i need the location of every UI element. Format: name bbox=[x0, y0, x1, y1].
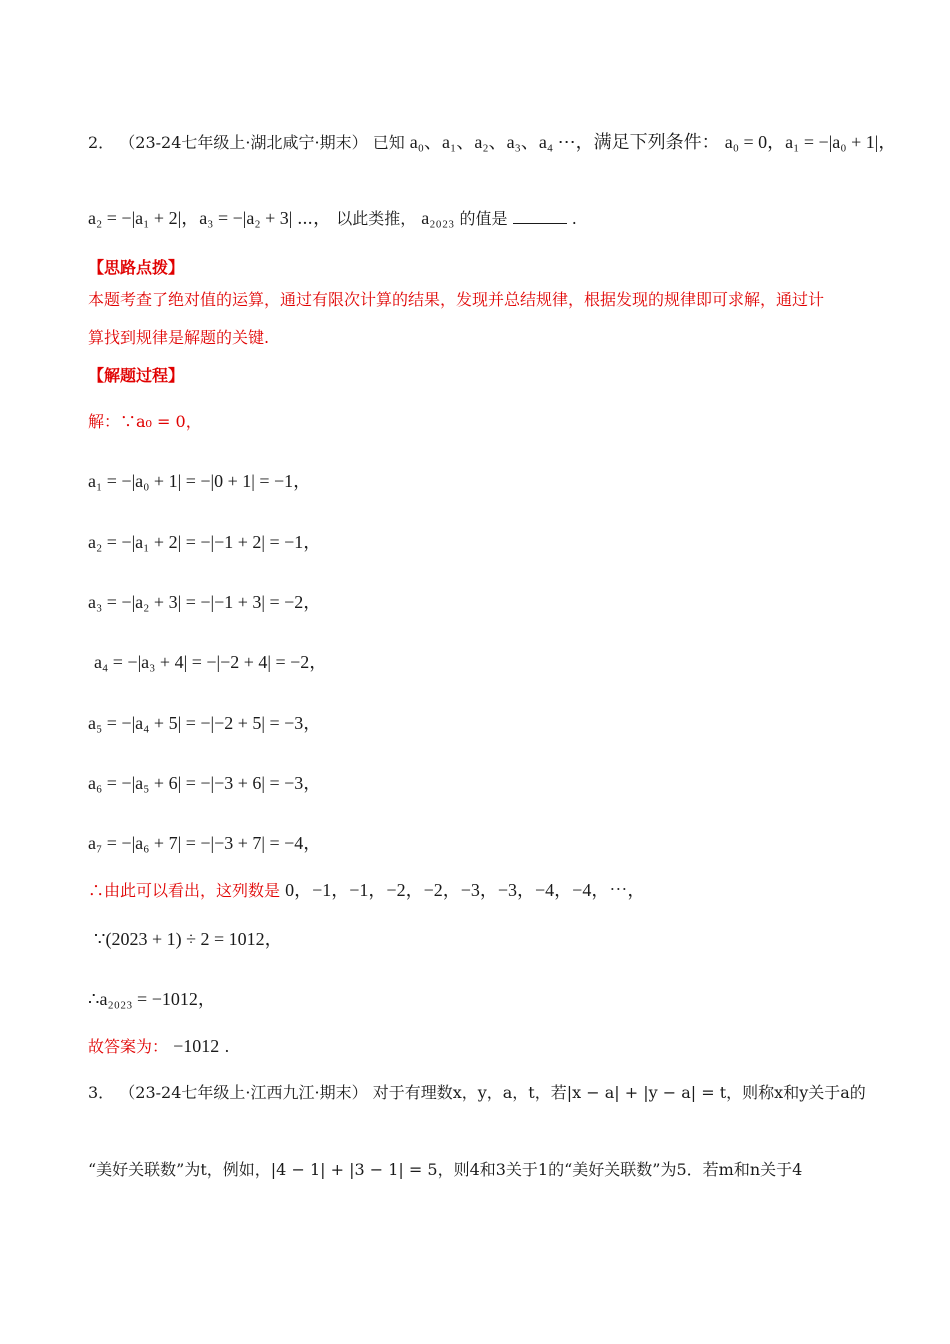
q2-question-tail: 的值是 bbox=[459, 209, 508, 228]
q3-line-1 bbox=[88, 1082, 866, 1104]
q2-sequence: a₀、a₁、a₂、a₃、a₄ ⋯，满足下列条件： bbox=[409, 132, 720, 152]
step-a5: a₅ = −|a₄ + 5| = −|−2 + 5| = −3， bbox=[88, 713, 322, 733]
q3-line-2: “美好关联数”为t，例如，|4 − 1| + |3 − 1| = 5，则4和3关于1的“美好关联数”为5．若m和n关于4 bbox=[88, 1160, 803, 1179]
calc-line: ∵(2023 + 1) ÷ 2 = 1012， bbox=[94, 929, 283, 949]
answer-line bbox=[88, 1035, 229, 1058]
q2-end-mark: . bbox=[571, 209, 577, 228]
pattern-label: ∴由此可以看出，这列数是 bbox=[88, 881, 281, 900]
pattern-sequence: 0，−1，−1，−2，−2，−3，−3，−4，−4，⋯， bbox=[285, 880, 646, 900]
answer-end-mark: . bbox=[224, 1037, 230, 1056]
step-a4: a₄ = −|a₃ + 4| = −|−2 + 4| = −2， bbox=[94, 652, 328, 672]
q3-number: 3． bbox=[88, 1083, 115, 1102]
q2-number: 2． bbox=[88, 133, 115, 152]
step-a2: a₂ = −|a₁ + 2| = −|−1 + 2| = −1， bbox=[88, 532, 322, 552]
hint-header: 【思路点拨】 bbox=[88, 258, 185, 277]
answer-blank bbox=[513, 209, 567, 224]
answer-label: 故答案为： bbox=[88, 1037, 169, 1056]
solution-header: 【解题过程】 bbox=[88, 366, 185, 385]
q2-source: （23-24七年级上·湖北咸宁·期末） bbox=[119, 133, 368, 152]
hint-line-1: 本题考查了绝对值的运算，通过有限次计算的结果，发现并总结规律，根据发现的规律即可求解，通过计 bbox=[88, 290, 825, 309]
step-a1: a₁ = −|a₀ + 1| = −|0 + 1| = −1， bbox=[88, 471, 312, 491]
step-a3: a₃ = −|a₂ + 3| = −|−1 + 3| = −2， bbox=[88, 592, 322, 612]
step-a7: a₇ = −|a₆ + 7| = −|−3 + 7| = −4， bbox=[88, 833, 322, 853]
step-a6: a₆ = −|a₅ + 6| = −|−3 + 6| = −3， bbox=[88, 773, 322, 793]
pattern-line bbox=[88, 879, 645, 902]
q2-intro: 已知 bbox=[372, 133, 405, 152]
q2-recursion-text: 以此类推， bbox=[336, 209, 417, 228]
solution-start: 解：∵a₀ = 0， bbox=[88, 412, 202, 431]
q3-source: （23-24七年级上·江西九江·期末） bbox=[119, 1083, 368, 1102]
q2-condition-1: a₀ = 0，a₁ = −|a₀ + 1|， bbox=[724, 132, 897, 152]
q2-line-2 bbox=[88, 207, 577, 230]
hint-line-2: 算找到规律是解题的关键. bbox=[88, 328, 270, 347]
q3-text-1: 对于有理数x，y，a，t，若|x − a| + |y − a| = t，则称x和y关于a的 bbox=[372, 1083, 866, 1102]
result-line: ∴a₂₀₂₃ = −1012， bbox=[88, 989, 216, 1009]
q2-target-term: a₂₀₂₃ bbox=[421, 208, 455, 228]
answer-value: −1012 bbox=[173, 1036, 220, 1056]
q2-condition-2: a₂ = −|a₁ + 2|，a₃ = −|a₂ + 3| ⋯， bbox=[88, 208, 332, 228]
q2-line-1 bbox=[88, 131, 896, 154]
